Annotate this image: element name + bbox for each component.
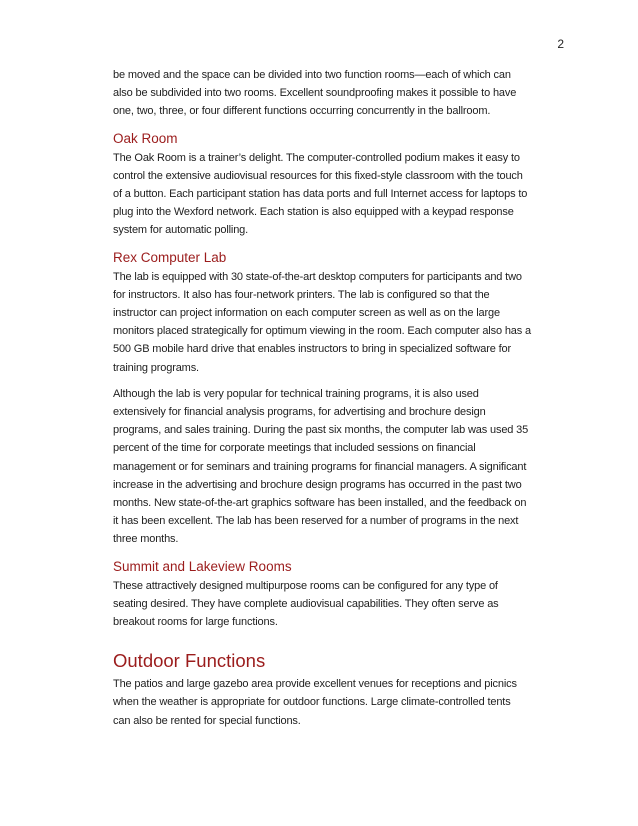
oak-room-heading: Oak Room xyxy=(113,130,178,146)
text-line: instructor can project information on each computer screen as well as on the large xyxy=(113,307,500,320)
text-line: it has been excellent. The lab has been reserved for a number of programs in the next xyxy=(113,515,519,528)
text-line: The lab is equipped with 30 state-of-the-art desktop computers for participants and two xyxy=(113,270,522,283)
text-line: three months. xyxy=(113,533,179,546)
text-line: management or for seminars and training programs for financial managers. A significant xyxy=(113,460,527,473)
outdoor-functions-heading: Outdoor Functions xyxy=(113,650,266,672)
text-line: These attractively designed multipurpose rooms can be configured for any type of xyxy=(113,579,498,592)
text-line: breakout rooms for large functions. xyxy=(113,616,278,629)
text-line: system for automatic polling. xyxy=(113,224,249,237)
text-line: when the weather is appropriate for outdoor functions. Large climate-controlled tents xyxy=(113,696,511,709)
page-number: 2 xyxy=(557,37,564,51)
text-line: training programs. xyxy=(113,361,199,374)
text-line: can also be rented for special functions. xyxy=(113,714,301,727)
outdoor-functions-paragraph xyxy=(113,675,568,730)
text-line: for instructors. It also has four-network printers. The lab is configured so that the xyxy=(113,288,490,301)
summit-lakeview-paragraph xyxy=(113,577,568,632)
text-line: percent of the time for corporate meetings that included sessions on financial xyxy=(113,442,476,455)
text-line: seating desired. They have complete audiovisual capabilities. They often serve as xyxy=(113,597,499,610)
text-line: increase in the advertising and brochure design programs has occurred in the past two xyxy=(113,478,522,491)
text-line: one, two, three, or four different functions occurring concurrently in the ballroom. xyxy=(113,105,491,118)
paragraph-spacer xyxy=(113,377,568,385)
text-line: programs, and sales training. During the past six months, the computer lab was used 35 xyxy=(113,424,529,437)
text-line: plug into the Wexford network. Each station is also equipped with a keypad response xyxy=(113,206,514,219)
text-line: extensively for financial analysis programs, for advertising and brochure design xyxy=(113,406,486,419)
text-line: The Oak Room is a trainer’s delight. The computer-controlled podium makes it easy to xyxy=(113,151,520,164)
text-line: be moved and the space can be divided into two function rooms—each of which can xyxy=(113,69,511,81)
rex-lab-paragraph-1 xyxy=(113,268,568,377)
rex-lab-paragraph-2 xyxy=(113,385,568,549)
text-line: also be subdivided into two rooms. Excellent soundproofing makes it possible to have xyxy=(113,87,517,100)
summit-lakeview-heading: Summit and Lakeview Rooms xyxy=(113,558,292,574)
oak-room-paragraph xyxy=(113,149,568,240)
intro-paragraph xyxy=(113,66,568,121)
text-line: control the extensive audiovisual resources for this fixed-style classroom with the touch xyxy=(113,169,523,182)
text-line: months. New state-of-the-art graphics software has been installed, and the feedback on xyxy=(113,497,527,510)
text-line: of a button. Each participant station has data ports and full Internet access for laptops to xyxy=(113,188,528,201)
text-line: Although the lab is very popular for technical training programs, it is also used xyxy=(113,387,479,400)
document-body xyxy=(113,66,568,730)
text-line: The patios and large gazebo area provide excellent venues for receptions and picnics xyxy=(113,678,517,691)
text-line: 500 GB mobile hard drive that enables instructors to bring in specialized software for xyxy=(113,343,511,356)
text-line: monitors placed strategically for optimum viewing in the room. Each computer also has a xyxy=(113,325,531,338)
rex-lab-heading: Rex Computer Lab xyxy=(113,249,227,265)
